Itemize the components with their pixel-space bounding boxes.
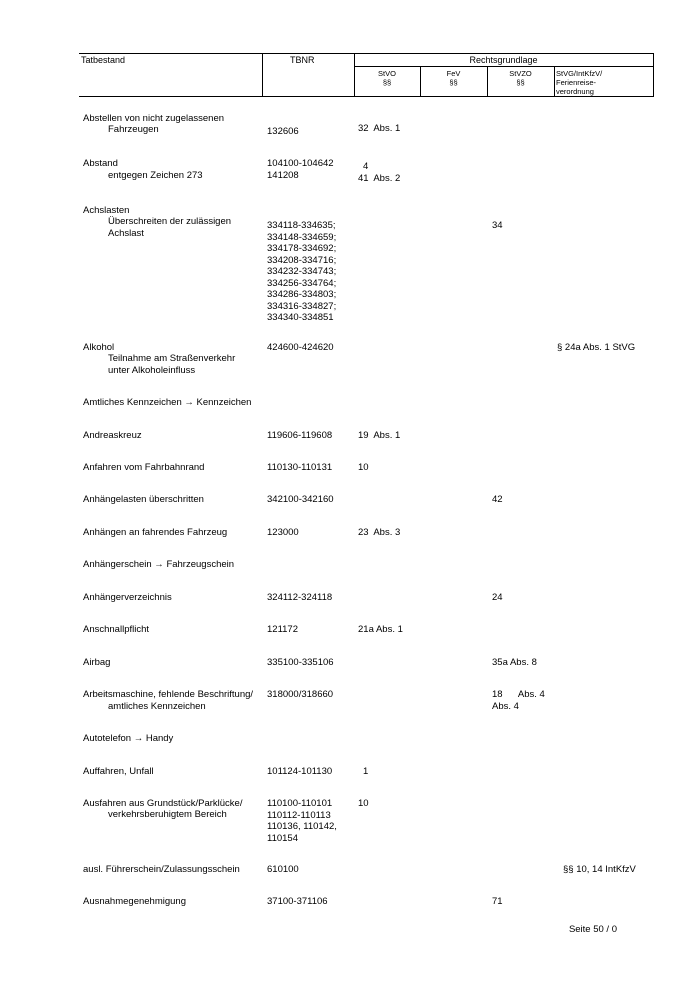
row-subtitle: verkehrsberuhigtem Bereich (108, 809, 227, 820)
row-title: Ausnahmegenehmigung (83, 896, 186, 907)
row-stvzo: 42 (492, 494, 503, 505)
row-stvo: 32 Abs. 1 (358, 123, 401, 134)
row-subtitle: Achslast (108, 228, 144, 239)
header-divider (554, 66, 555, 97)
row-title: Achslasten (83, 205, 130, 216)
row-stvzo: 34 (492, 220, 503, 231)
row-tbnr: 141208 (267, 170, 299, 181)
row-tbnr: 123000 (267, 527, 299, 538)
row-stvzo: 35a Abs. 8 (492, 657, 537, 668)
row-title: Abstand (83, 158, 118, 169)
col-header-rechtsgrundlage: Rechtsgrundlage (469, 55, 538, 65)
col-header-tbnr: TBNR (290, 55, 315, 65)
row-stvzo: 18 Abs. 4 (492, 689, 545, 700)
row-title: Anhängerverzeichnis (83, 592, 172, 603)
row-stvzo: 71 (492, 896, 503, 907)
row-tbnr: 101124-101130 (267, 766, 333, 777)
subheader-stvg: StVG/IntKfzV/ Ferienreise- verordnung (556, 69, 603, 96)
row-stvo: 19 Abs. 1 (358, 430, 401, 441)
row-stvo: 10 (358, 462, 369, 473)
row-tbnr: 335100-335106 (267, 657, 334, 668)
row-subtitle: unter Alkoholeinfluss (108, 365, 196, 376)
row-tbnr: 342100-342160 (267, 494, 334, 505)
page-number: Seite 50 / 0 (568, 924, 617, 935)
header-bottom-rule (79, 96, 653, 97)
row-stvo: 41 Abs. 2 (358, 173, 401, 184)
row-title: Amtliches Kennzeichen → Kennzeichen (83, 397, 252, 408)
row-tbnr: 110130-110131 (267, 462, 333, 473)
row-tbnr-list: 110100-110101 110112-110113 110136, 110142, 110154 (267, 798, 337, 844)
subheader-fev: FeV §§ (446, 69, 461, 87)
header-top-rule (79, 53, 653, 54)
row-tbnr: 424600-424620 (267, 342, 334, 353)
row-tbnr: 121172 (267, 624, 298, 635)
row-title: Anhängen an fahrendes Fahrzeug (83, 527, 228, 538)
row-subtitle: Fahrzeugen (108, 124, 159, 135)
row-tbnr: 132606 (267, 126, 299, 137)
row-stvg: §§ 10, 14 IntKfzV (563, 864, 636, 875)
row-tbnr: 324112-324118 (267, 592, 333, 603)
row-subtitle: Teilnahme am Straßenverkehr (108, 353, 236, 364)
row-stvo: 10 (358, 798, 369, 809)
row-title: Anhängerschein → Fahrzeugschein (83, 559, 235, 570)
subheader-stvzo: StVZO §§ (509, 69, 532, 87)
row-title: Anhängelasten überschritten (83, 494, 204, 505)
row-title: Arbeitsmaschine, fehlende Beschriftung/ (83, 689, 254, 700)
row-title: Autotelefon → Handy (83, 733, 174, 744)
header-divider (262, 53, 263, 97)
row-title: Anfahren vom Fahrbahnrand (83, 462, 205, 473)
row-tbnr: 318000/318660 (267, 689, 334, 700)
row-title: Abstellen von nicht zugelassenen (83, 113, 225, 124)
subheader-stvo: StVO §§ (378, 69, 396, 87)
row-title: Alkohol (83, 342, 115, 353)
row-title: Anschnallpflicht (83, 624, 150, 635)
row-stvo: 1 (363, 766, 369, 777)
row-subtitle: Überschreiten der zulässigen (108, 216, 232, 227)
row-subtitle: entgegen Zeichen 273 (108, 170, 203, 181)
row-stvzo: Abs. 4 (492, 701, 519, 712)
row-stvo: 23 Abs. 3 (358, 527, 401, 538)
row-tbnr: 119606-119608 (267, 430, 333, 441)
row-tbnr: 104100-104642 (267, 158, 334, 169)
header-divider (653, 53, 654, 97)
row-tbnr: 610100 (267, 864, 299, 875)
col-header-tatbestand: Tatbestand (81, 55, 126, 65)
row-stvo: 21a Abs. 1 (358, 624, 403, 635)
row-subtitle: amtliches Kennzeichen (108, 701, 206, 712)
row-tbnr: 37100-371106 (267, 896, 328, 907)
row-title: Airbag (83, 657, 111, 668)
row-title: Auffahren, Unfall (83, 766, 154, 777)
row-title: Andreaskreuz (83, 430, 142, 441)
row-stvg: § 24a Abs. 1 StVG (557, 342, 636, 353)
row-tbnr-list: 334118-334635; 334148-334659; 334178-334692; 334208-334716; 334232-334743; 334256-334764; 334286-334803; 334316-334827; 334340-334851 (267, 220, 337, 323)
row-title: ausl. Führerschein/Zulassungsschein (83, 864, 240, 875)
row-title: Ausfahren aus Grundstück/Parklücke/ (83, 798, 243, 809)
row-stvo: 4 (363, 161, 369, 172)
header-mid-rule (354, 66, 653, 67)
row-stvzo: 24 (492, 592, 503, 603)
